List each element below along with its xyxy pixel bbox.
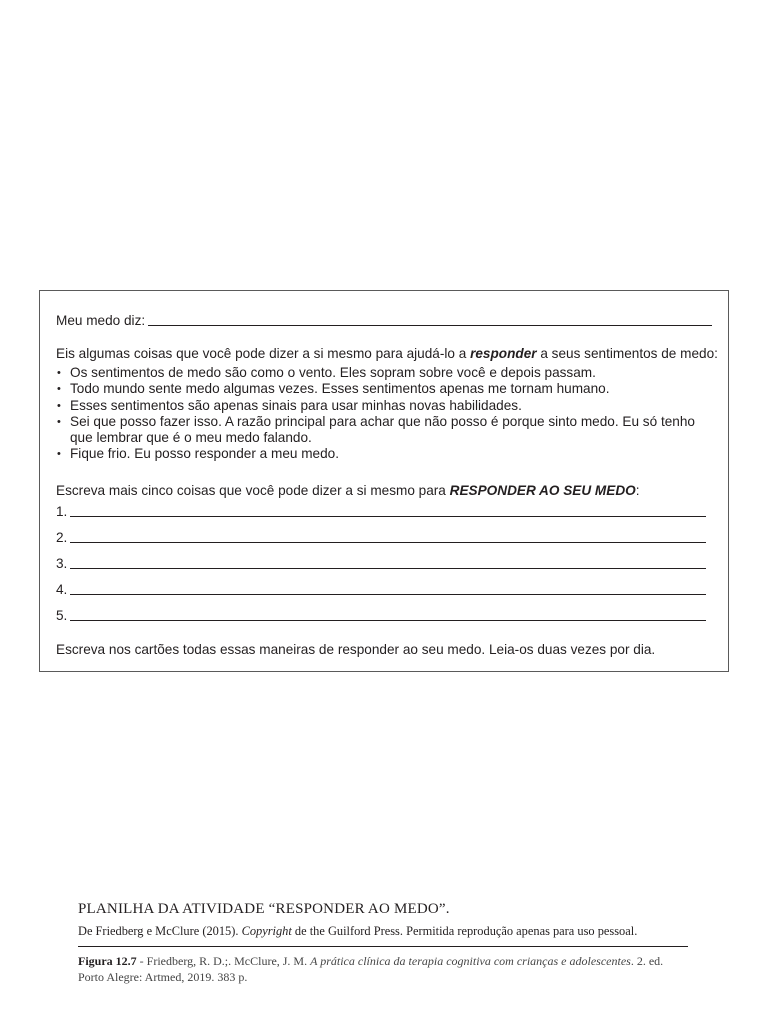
caption-divider bbox=[78, 946, 688, 947]
answer-line-5 bbox=[56, 607, 706, 624]
answer-blank-line[interactable] bbox=[70, 567, 706, 569]
closing-text: Escreva nos cartões todas essas maneiras de responder ao seu medo. Leia-os duas vezes por dia. bbox=[56, 642, 656, 657]
caption-title: PLANILHA DA ATIVIDADE “RESPONDER AO MEDO”. bbox=[78, 901, 450, 917]
answer-number: 1. bbox=[56, 504, 68, 519]
answer-line-1 bbox=[56, 503, 706, 520]
answer-blank-line[interactable] bbox=[70, 593, 706, 595]
fear-says-blank-line[interactable] bbox=[148, 324, 712, 326]
tips-list bbox=[56, 365, 716, 463]
worksheet-box bbox=[39, 290, 729, 672]
list-item: • Todo mundo sente medo algumas vezes. Esses sentimentos apenas me tornam humano. bbox=[56, 381, 716, 397]
list-item: • Os sentimentos de medo são como o vento. Eles sopram sobre você e depois passam. bbox=[56, 365, 716, 381]
fear-says-row bbox=[56, 312, 712, 329]
book-title: A prática clínica da terapia cognitiva com crianças e adolescentes bbox=[310, 954, 631, 968]
answer-line-3 bbox=[56, 555, 706, 572]
answer-blank-line[interactable] bbox=[70, 619, 706, 621]
answer-blank-line[interactable] bbox=[70, 515, 706, 517]
fear-says-label: Meu medo diz: bbox=[56, 313, 146, 328]
write-emphasis: RESPONDER AO SEU MEDO bbox=[449, 483, 636, 498]
answer-line-2 bbox=[56, 529, 706, 546]
answer-number: 3. bbox=[56, 556, 68, 571]
answer-number: 2. bbox=[56, 530, 68, 545]
list-item: • Esses sentimentos são apenas sinais para usar minhas novas habilidades. bbox=[56, 398, 716, 414]
intro-emphasis: responder bbox=[470, 346, 537, 361]
caption-credit: De Friedberg e McClure (2015). Copyright de the Guilford Press. Permitida reprodução apenas para uso pessoal. bbox=[78, 924, 638, 938]
list-item: • Fique frio. Eu posso responder a meu medo. bbox=[56, 446, 716, 462]
answer-line-4 bbox=[56, 581, 706, 598]
credit-emphasis: Copyright bbox=[241, 924, 292, 938]
figure-reference: Figura 12.7 - Friedberg, R. D.;. McClure, J. M. A prática clínica da terapia cognitiva com crianças e adolescentes. 2. ed. Porto Alegre: Artmed, 2019. 383 p. bbox=[78, 954, 664, 984]
figure-label: Figura 12.7 bbox=[78, 954, 137, 968]
answer-blank-line[interactable] bbox=[70, 541, 706, 543]
write-instruction: Escreva mais cinco coisas que você pode dizer a si mesmo para RESPONDER AO SEU MEDO: bbox=[56, 483, 640, 498]
intro-text: Eis algumas coisas que você pode dizer a si mesmo para ajudá-lo a responder a seus sentimentos de medo: bbox=[56, 346, 718, 361]
answer-number: 4. bbox=[56, 582, 68, 597]
list-item: • Sei que posso fazer isso. A razão principal para achar que não posso é porque sinto medo. Eu só tenho que lembrar que é o meu medo falando. bbox=[56, 414, 716, 447]
answer-number: 5. bbox=[56, 608, 68, 623]
